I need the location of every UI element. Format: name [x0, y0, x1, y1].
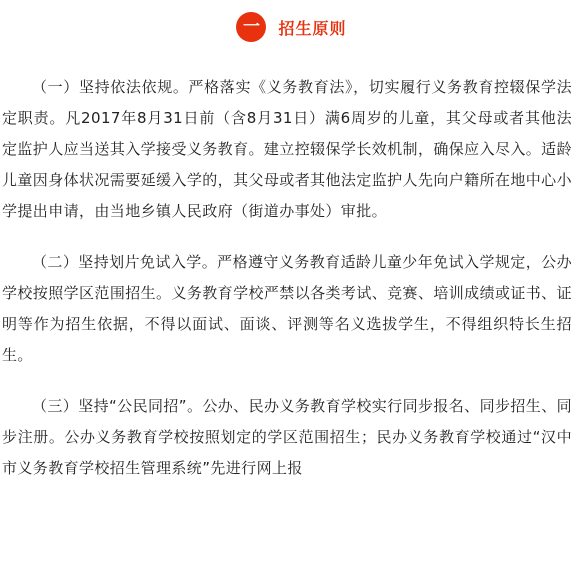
section-number-badge: 一: [236, 12, 266, 42]
section-title: 招生原则: [278, 18, 347, 38]
paragraph-3: （三）坚持“公民同招”。公办、民办义务教育学校实行同步报名、同步招生、同步注册。公办义务教育学校按照划定的学区范围招生；民办义务教育学校通过“汉中市义务教育学校招生管理系统”先进行网上报: [2, 397, 572, 477]
section-heading: [0, 10, 583, 44]
paragraph-2: （二）坚持划片免试入学。严格遵守义务教育适龄儿童少年免试入学规定，公办学校按照学区范围招生。义务教育学校严禁以各类考试、竞赛、培训成绩或证书、证明等作为招生依据，不得以面试、面谈、评测等名义选拔学生，不得组织特长生招生。: [2, 253, 572, 364]
paragraph-1: （一）坚持依法依规。严格落实《义务教育法》，切实履行义务教育控辍保学法定职责。凡2017年8月31日前（含8月31日）满6周岁的儿童，其父母或者其他法定监护人应当送其入学接受义务教育。建立控辍保学长效机制，确保应入尽入。适龄儿童因身体状况需要延缓入学的，其父母或者其他法定监护人先向户籍所在地中心小学提出申请，由当地乡镇人民政府（街道办事处）审批。: [2, 78, 572, 220]
article-body: [2, 72, 572, 504]
